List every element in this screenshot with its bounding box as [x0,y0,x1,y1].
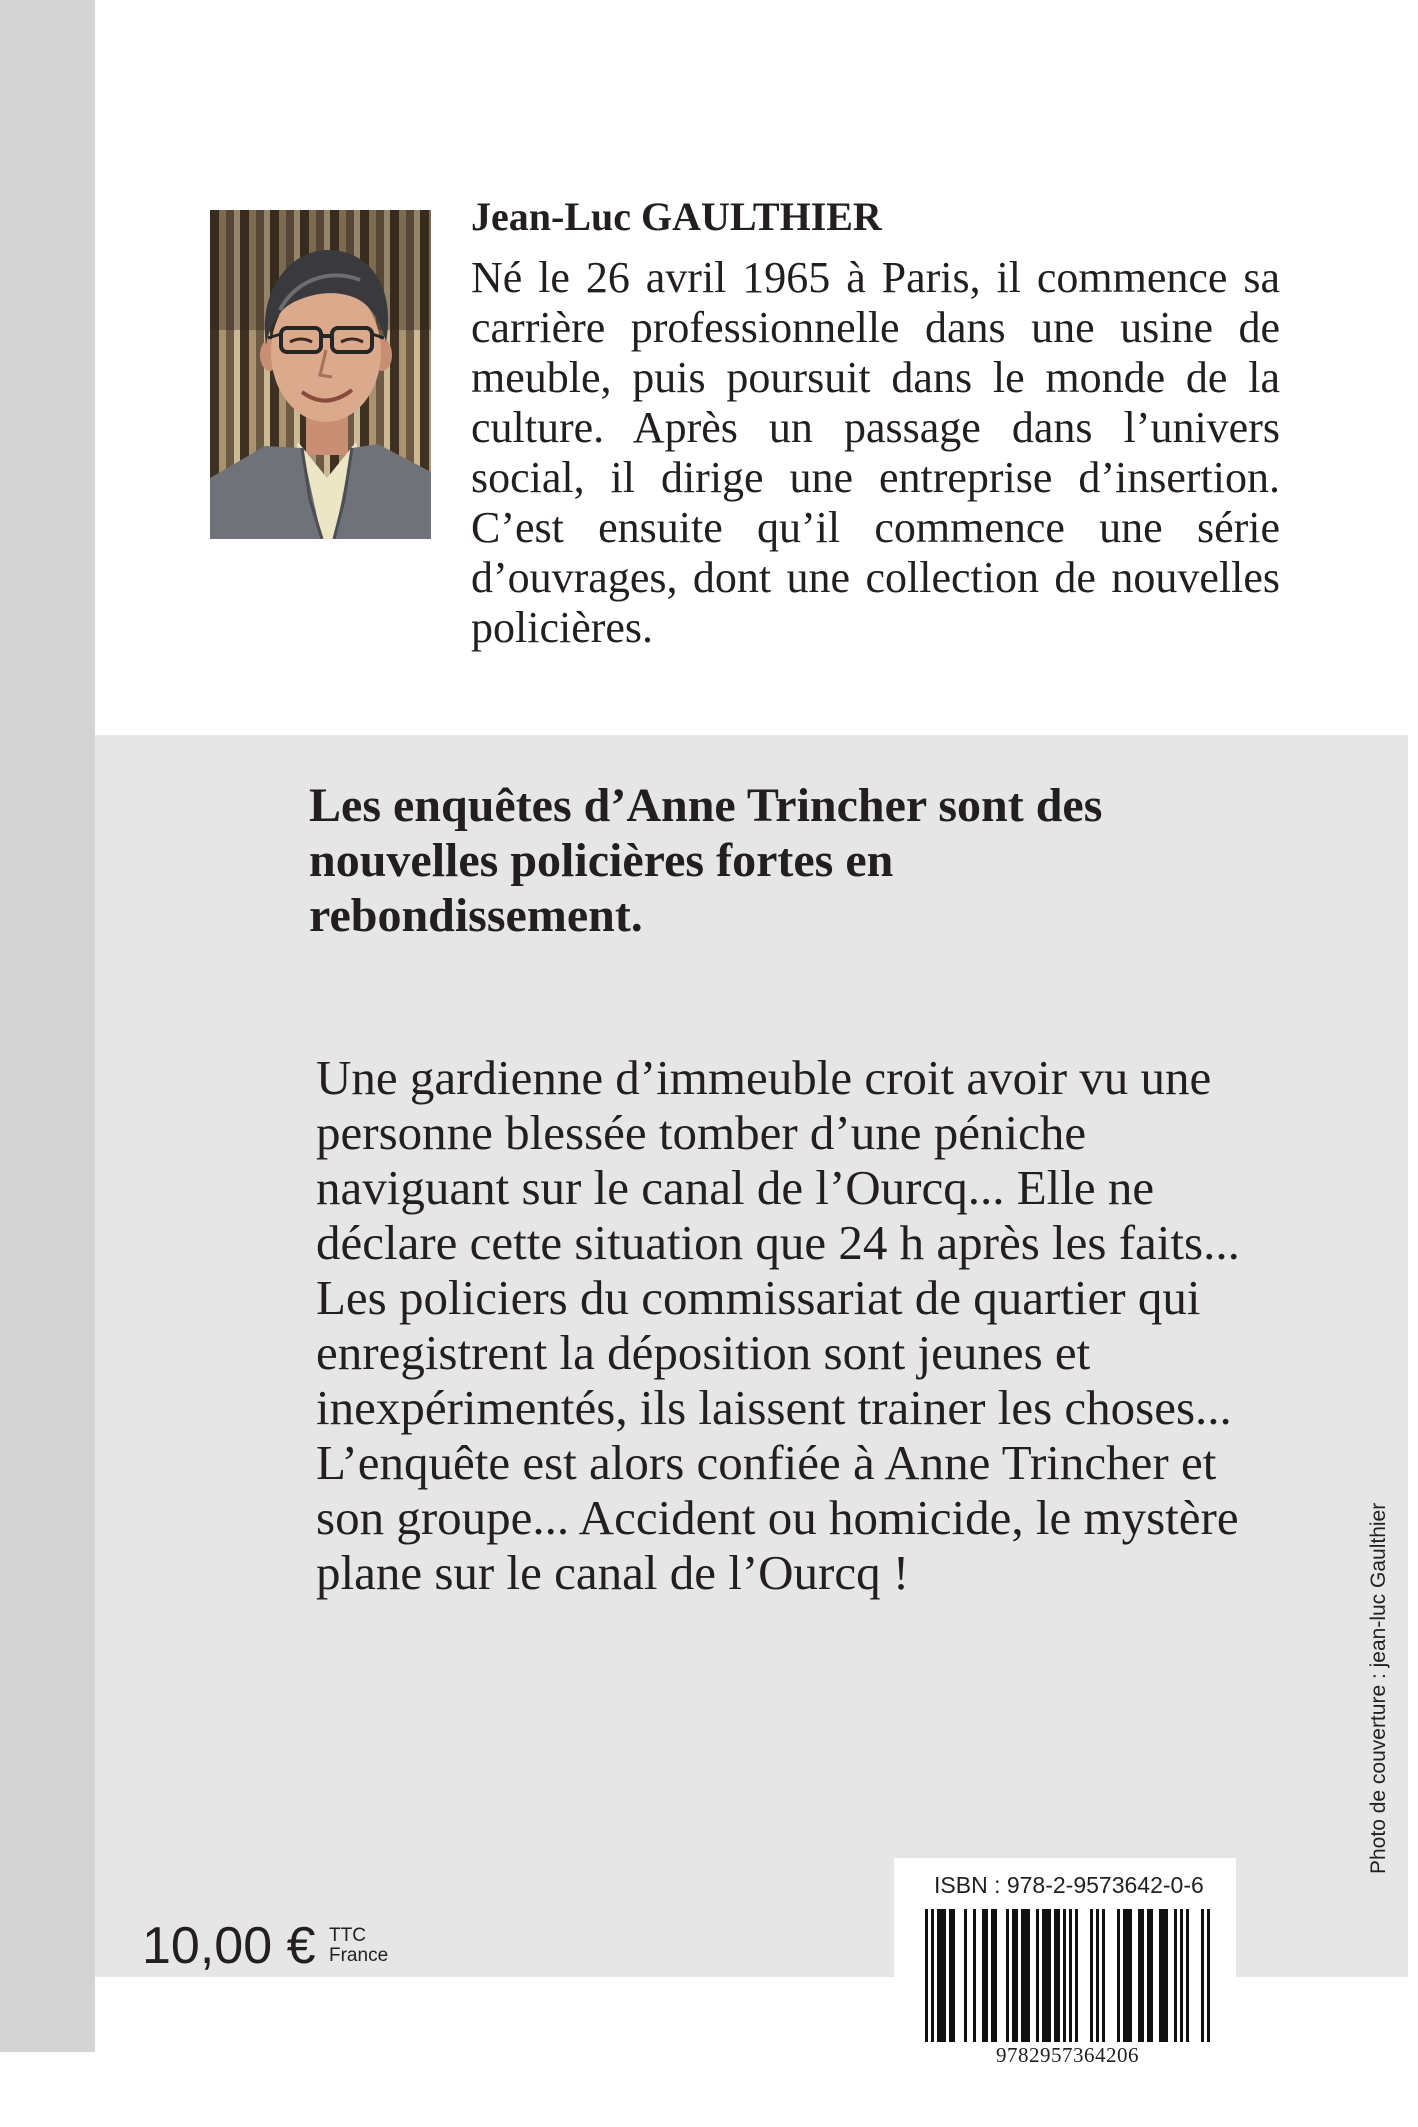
summary-line: L’enquête est alors confiée à Anne Trincher et [316,1435,1217,1490]
barcode-bar [991,1909,994,2042]
barcode-bar [931,1909,934,2042]
isbn-label: ISBN : 978-2-9573642-0-6 [934,1872,1204,1898]
barcode-bar [1150,1909,1153,2042]
blurb-headline [309,778,1102,943]
bio-line: Né le 26 avril 1965 à Paris, il commence sa [471,253,1280,302]
barcode-bar [1021,1909,1024,2042]
barcode-bar [1207,1909,1210,2042]
barcode-bar [1036,1909,1039,2042]
barcode-bar [925,1909,928,2042]
bio-line: social, il dirige une entreprise d’insertion. [471,453,1280,502]
summary-line: Une gardienne d’immeuble croit avoir vu une [316,1050,1212,1105]
barcode-bar [943,1909,946,2042]
barcode-bar [973,1909,976,2042]
price-country-label: France [329,1945,389,1966]
barcode-bar [1201,1909,1204,2042]
author-photo [210,210,431,539]
barcode-bar [952,1909,955,2042]
price-tax-info [329,1926,388,1966]
barcode-bar [1123,1909,1126,2042]
barcode-bar [1147,1909,1150,2042]
barcode-bar [1075,1909,1078,2042]
barcode-bar [1186,1909,1189,2042]
bio-line: C’est ensuite qu’il commence une série [471,503,1280,552]
barcode [925,1909,1210,2042]
bio-line: carrière professionnelle dans une usine de [471,303,1280,352]
barcode-bar [949,1909,952,2042]
barcode-bar [1024,1909,1027,2042]
price-amount: 10,00 € [142,1917,316,1975]
summary-line: Les policiers du commissariat de quartier qui [316,1270,1201,1325]
barcode-bar [1096,1909,1099,2042]
photo-credit: Photo de couverture : jean-luc Gaulthier [1367,1502,1390,1874]
summary-line: naviguant sur le canal de l’Ourcq... Elle ne [316,1160,1155,1215]
summary-line: déclare cette situation que 24 h après les faits... [316,1215,1240,1270]
barcode-bar [1042,1909,1045,2042]
headline-line: nouvelles policières fortes en [309,834,894,887]
barcode-bar [1054,1909,1057,2042]
barcode-bar [1069,1909,1072,2042]
barcode-bar [1063,1909,1066,2042]
barcode-bar [1045,1909,1048,2042]
author-bio [471,253,1280,653]
summary-line: inexpérimentés, ils laissent trainer les choses... [316,1380,1232,1435]
barcode-bar [1027,1909,1030,2042]
summary-line: personne blessée tomber d’une péniche [316,1105,1087,1160]
barcode-bar [1174,1909,1177,2042]
barcode-bar [1057,1909,1060,2042]
barcode-bar [937,1909,940,2042]
bio-line: meuble, puis poursuit dans le monde de la [471,353,1280,402]
barcode-bar [1180,1909,1183,2042]
headline-line: Les enquêtes d’Anne Trincher sont des [309,779,1103,832]
barcode-bar [1126,1909,1129,2042]
barcode-bar [1138,1909,1141,2042]
price-tax-label: TTC [329,1925,366,1946]
bio-line: d’ouvrages, dont une collection de nouvelles [471,553,1280,602]
barcode-bar [1102,1909,1105,2042]
barcode-bar [1159,1909,1162,2042]
blurb-summary [316,1050,1240,1600]
barcode-bar [1012,1909,1015,2042]
summary-line: son groupe... Accident ou homicide, le mystère [316,1490,1239,1545]
barcode-bar [1015,1909,1018,2042]
barcode-bar [1090,1909,1093,2042]
barcode-digits: 9782957364206 [996,2043,1139,2067]
barcode-bar [1129,1909,1132,2042]
headline-line: rebondissement. [309,889,643,942]
barcode-bar [982,1909,985,2042]
barcode-bar [1162,1909,1165,2042]
barcode-bar [985,1909,988,2042]
bio-line: policières. [471,603,654,652]
barcode-bar [994,1909,997,2042]
barcode-bar [964,1909,967,2042]
summary-line: enregistrent la déposition sont jeunes et [316,1325,1091,1380]
barcode-bar [1006,1909,1009,2042]
author-name: Jean-Luc GAULTHIER [471,194,882,239]
summary-line: plane sur le canal de l’Ourcq ! [316,1545,910,1600]
spine-strip [0,0,95,2052]
barcode-bar [1048,1909,1051,2042]
barcode-bar [1117,1909,1120,2042]
barcode-bar [940,1909,943,2042]
barcode-bar [1165,1909,1168,2042]
barcode-bar [1141,1909,1144,2042]
author-portrait-illustration [210,210,431,539]
bio-line: culture. Après un passage dans l’univers [471,403,1280,452]
